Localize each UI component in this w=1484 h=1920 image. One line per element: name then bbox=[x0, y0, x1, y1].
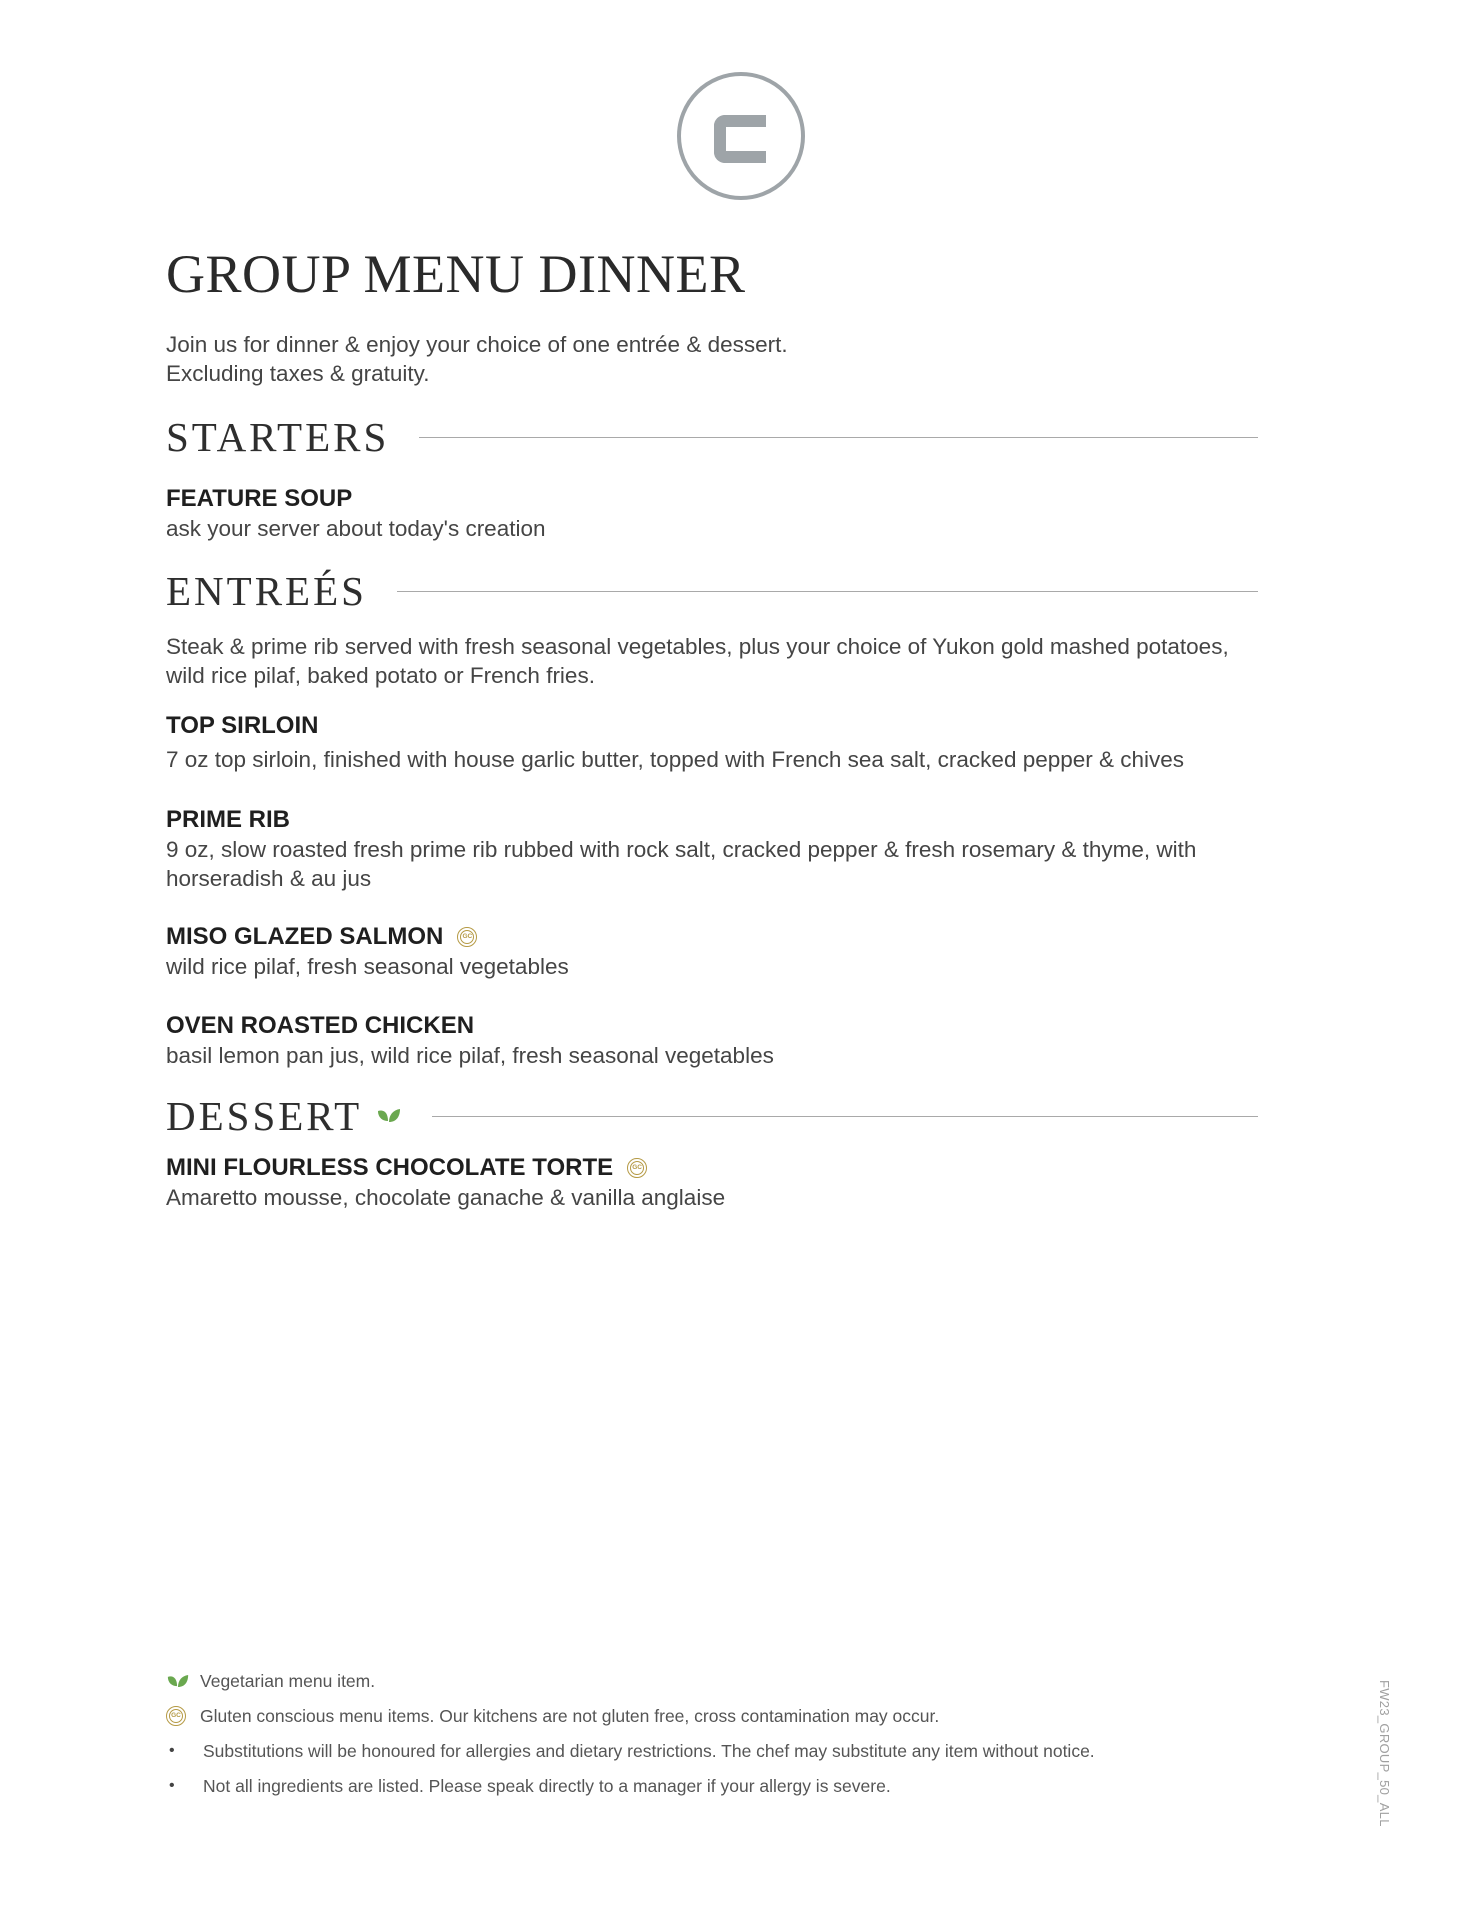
item-name: PRIME RIB bbox=[166, 806, 291, 833]
gc-icon-wrapper bbox=[166, 1706, 200, 1726]
gluten-conscious-icon bbox=[457, 927, 477, 947]
bullet-icon: • bbox=[169, 1742, 175, 1759]
section-header-dessert bbox=[166, 1091, 1258, 1141]
leaf-icon bbox=[166, 1673, 200, 1690]
entrees-intro: Steak & prime rib served with fresh seasonal vegetables, plus your choice of Yukon gold mashed potatoes, wild rice pilaf, baked potato or French fries. bbox=[166, 634, 1229, 688]
item-description: basil lemon pan jus, wild rice pilaf, fresh seasonal vegetables bbox=[166, 1043, 774, 1068]
page-title: GROUP MENU DINNER bbox=[166, 244, 746, 304]
footnotes bbox=[166, 1668, 1095, 1808]
section-header-starters bbox=[166, 412, 1258, 462]
section-divider bbox=[397, 591, 1258, 592]
gluten-conscious-icon bbox=[627, 1158, 647, 1178]
item-description: ask your server about today's creation bbox=[166, 516, 546, 541]
gc-badge-text: GC bbox=[630, 1161, 644, 1175]
item-description: 9 oz, slow roasted fresh prime rib rubbed with rock salt, cracked pepper & fresh rosemary & thyme, with horseradish & au jus bbox=[166, 837, 1197, 891]
item-name: FEATURE SOUP bbox=[166, 485, 353, 512]
item-name-row bbox=[166, 922, 1258, 952]
menu-item-prime-rib bbox=[166, 805, 1258, 893]
bullet-icon: • bbox=[169, 1777, 175, 1794]
footnote-gluten bbox=[166, 1703, 1095, 1729]
intro-text bbox=[166, 330, 788, 388]
gc-badge-text: GC bbox=[460, 930, 474, 944]
menu-item-miso-glazed-salmon bbox=[166, 922, 1258, 981]
section-header-entrees bbox=[166, 566, 1258, 616]
item-name-row bbox=[166, 1153, 1258, 1183]
footnote-vegetarian bbox=[166, 1668, 1095, 1694]
restaurant-logo bbox=[677, 72, 805, 200]
item-description: wild rice pilaf, fresh seasonal vegetables bbox=[166, 954, 569, 979]
section-divider bbox=[432, 1116, 1258, 1117]
item-description: Amaretto mousse, chocolate ganache & vanilla anglaise bbox=[166, 1185, 726, 1210]
item-description: 7 oz top sirloin, finished with house garlic butter, topped with French sea salt, cracked pepper & chives bbox=[166, 747, 1185, 772]
gc-badge-text: GC bbox=[169, 1709, 183, 1723]
document-code: FW23_GROUP_50_ALL bbox=[1377, 1680, 1392, 1827]
leaf-icon bbox=[376, 1107, 402, 1125]
section-title-starters: STARTERS bbox=[166, 414, 390, 460]
footnote-text: Vegetarian menu item. bbox=[200, 1670, 376, 1691]
footnote-ingredients bbox=[166, 1773, 1095, 1799]
section-title-dessert: DESSERT bbox=[166, 1093, 363, 1139]
item-name: MINI FLOURLESS CHOCOLATE TORTE bbox=[166, 1154, 614, 1181]
item-name: OVEN ROASTED CHICKEN bbox=[166, 1012, 475, 1039]
section-divider bbox=[419, 437, 1258, 438]
menu-item-chocolate-torte bbox=[166, 1153, 1258, 1212]
gc-icon bbox=[166, 1706, 186, 1726]
item-name: MISO GLAZED SALMON bbox=[166, 923, 444, 950]
menu-item-top-sirloin bbox=[166, 711, 1258, 774]
menu-item-oven-roasted-chicken bbox=[166, 1011, 1258, 1070]
c-logo-icon bbox=[714, 115, 766, 163]
footnote-substitutions bbox=[166, 1738, 1095, 1764]
footnote-text: Substitutions will be honoured for allergies and dietary restrictions. The chef may substitute any item without notice. bbox=[203, 1740, 1095, 1761]
footnote-text: Gluten conscious menu items. Our kitchens are not gluten free, cross contamination may occur. bbox=[200, 1705, 940, 1726]
item-name: TOP SIRLOIN bbox=[166, 712, 319, 739]
footnote-text: Not all ingredients are listed. Please speak directly to a manager if your allergy is severe. bbox=[203, 1775, 891, 1796]
intro-line-2: Excluding taxes & gratuity. bbox=[166, 361, 430, 386]
menu-item-feature-soup bbox=[166, 484, 1258, 543]
section-title-entrees: ENTREÉS bbox=[166, 568, 367, 614]
intro-line-1: Join us for dinner & enjoy your choice of one entrée & dessert. bbox=[166, 332, 788, 357]
